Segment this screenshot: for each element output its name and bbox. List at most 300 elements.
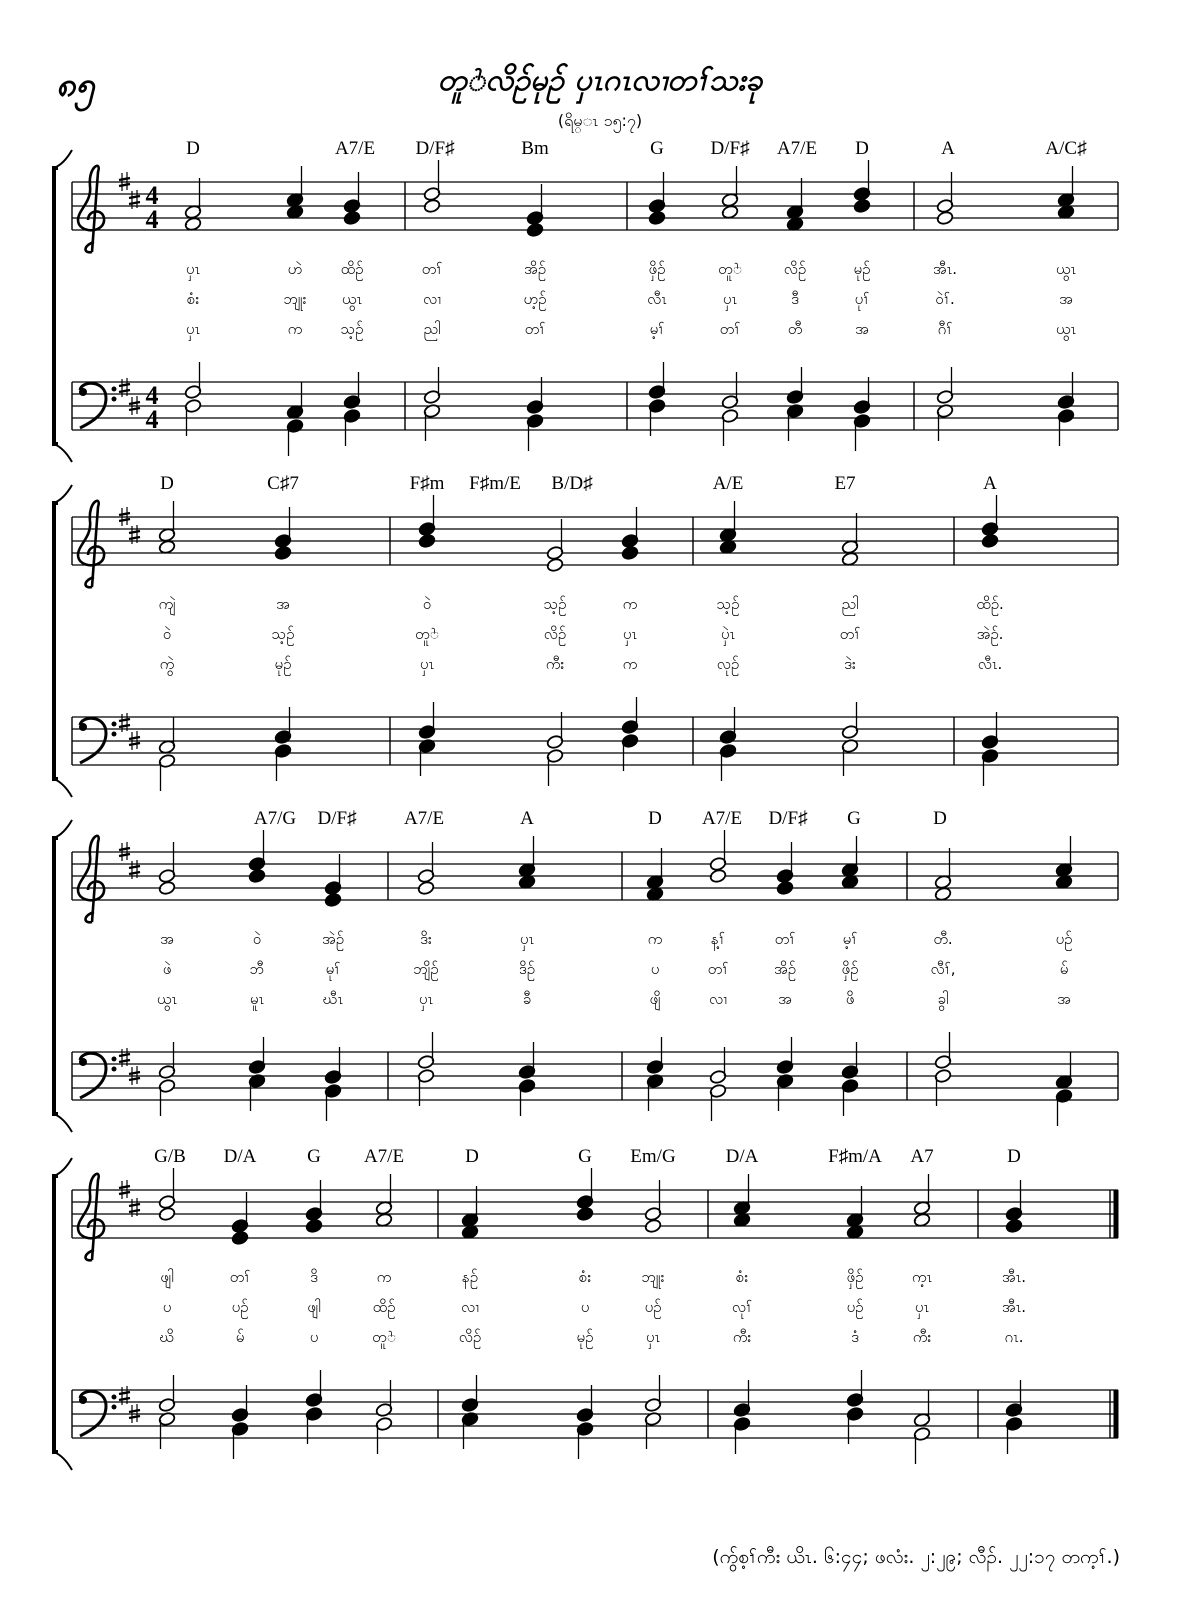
note	[621, 697, 639, 735]
chord-symbol: A7	[910, 1146, 934, 1167]
notehead	[461, 1224, 479, 1239]
lyric-syllable: ဘျုး	[641, 1268, 665, 1286]
note	[518, 836, 536, 878]
note	[733, 1380, 751, 1418]
lyric-syllable: တၢ်	[839, 625, 861, 643]
note	[786, 367, 804, 405]
lyric-syllable: တၢ်	[707, 960, 729, 978]
lyric-syllable: ပှၤ	[722, 290, 738, 308]
lyric-syllable: က	[287, 320, 303, 338]
lyric-syllable: ပ	[309, 1328, 319, 1346]
lyric-syllable: ထိဉ်.	[976, 595, 1004, 613]
notehead	[644, 1218, 662, 1233]
lyric-syllable: ပှၤ	[519, 930, 535, 948]
lyric-syllable: လီၤ	[647, 290, 667, 308]
lyric-syllable: ဟ့ဉ်	[523, 290, 547, 308]
lyric-syllable: ပ	[580, 1298, 590, 1316]
lyric-syllable: အိဉ်	[523, 260, 547, 278]
treble-clef-icon	[78, 1174, 104, 1260]
lyric-syllable: ပုၢ်	[854, 290, 870, 308]
lyric-syllable: ကီး	[732, 1328, 752, 1346]
lyric-syllable: အီၤ.	[1001, 1268, 1027, 1286]
lyric-syllable: သ့ဉ်	[340, 320, 364, 338]
lyric-syllable: ထိဉ်	[340, 260, 364, 278]
notehead	[1055, 874, 1073, 889]
note	[324, 892, 342, 907]
note	[786, 216, 804, 231]
treble-clef-icon	[78, 836, 104, 922]
note	[1057, 408, 1075, 446]
lyric-syllable: မ်	[1059, 960, 1069, 978]
time-signature-top: 4	[145, 381, 159, 410]
lyric-syllable: ဖှိဉ်	[846, 1268, 864, 1286]
note	[158, 501, 176, 543]
notehead	[846, 1224, 864, 1239]
lyric-syllable: က	[376, 1268, 392, 1286]
bass-staff	[72, 1390, 1118, 1438]
lyric-syllable: လီၢ်,	[930, 960, 956, 978]
notehead	[853, 198, 871, 213]
note	[158, 1206, 176, 1221]
chord-symbol: Em/G	[630, 1146, 676, 1167]
lyric-syllable: ဘျုး	[283, 290, 307, 308]
lyric-syllable: မုၢ်	[325, 960, 341, 978]
chord-symbol: E7	[834, 473, 856, 494]
chord-symbol: A/C♯	[1045, 138, 1087, 159]
notehead	[546, 557, 564, 572]
lyric-syllable: ခီ	[522, 990, 532, 1008]
note	[719, 707, 737, 745]
chord-symbol: A/E	[712, 473, 744, 494]
song-title: တူႝလိဉ်မုဉ် ပှၤဂၤလၢတၢ်သးခု	[437, 63, 763, 98]
note	[286, 418, 304, 456]
lyric-syllable: အ	[1059, 290, 1073, 308]
note	[648, 172, 666, 214]
note	[184, 178, 202, 220]
lyric-syllable: မ့ၢ်	[649, 320, 665, 338]
lyric-syllable: သ့ဉ်	[716, 595, 740, 613]
lyric-syllable: လီၤ.	[977, 655, 1003, 673]
note	[776, 1037, 794, 1075]
lyric-syllable: ပှၤ	[185, 320, 201, 338]
chord-symbol: B/D♯	[551, 473, 593, 494]
system-2	[54, 473, 1118, 797]
lyric-syllable: အီၤ.	[1001, 1298, 1027, 1316]
lyric-syllable: လၢ	[708, 990, 728, 1008]
note	[158, 1042, 176, 1080]
notehead	[184, 216, 202, 231]
lyric-syllable: စံး	[735, 1268, 749, 1286]
note	[1057, 372, 1075, 410]
lyric-syllable: လုၢ်	[731, 1298, 753, 1316]
lyric-syllable: ဝဲ	[162, 625, 172, 643]
bass-clef-dot	[112, 387, 117, 392]
notehead	[518, 874, 536, 889]
notehead	[375, 1212, 393, 1227]
note	[936, 367, 954, 405]
lyric-syllable: ပှၤ	[419, 655, 435, 673]
lyric-syllable: န့ၢ်	[710, 930, 726, 948]
lyric-syllable: အဲဉ်.	[976, 625, 1004, 643]
system-1	[54, 138, 1118, 462]
lyric-syllable: ဝဲၢ်.	[935, 290, 955, 308]
lyric-syllable: က	[622, 595, 638, 613]
lyric-syllable: လၢ	[422, 290, 442, 308]
notehead	[981, 533, 999, 548]
lyric-syllable: ဖိ	[845, 990, 855, 1008]
note	[158, 842, 176, 884]
note	[853, 160, 871, 202]
lyric-syllable: ဃိ	[159, 1328, 175, 1346]
bracket-hook	[54, 444, 72, 462]
lyric-syllable: ဒိ	[310, 1268, 318, 1286]
system-bracket	[54, 838, 58, 1114]
lyric-syllable: ဂၤ.	[1004, 1328, 1024, 1346]
bass-clef-dot	[112, 1405, 117, 1410]
notehead	[721, 204, 739, 219]
lyric-syllable: ယွၤ	[1055, 260, 1077, 278]
note	[981, 533, 999, 548]
note	[375, 1212, 393, 1227]
note	[158, 1411, 176, 1449]
lyric-syllable: ယွၤ	[1055, 320, 1077, 338]
lyric-syllable: ဂီၢ်	[937, 320, 953, 338]
note	[461, 1411, 479, 1449]
bracket-hook	[54, 1452, 72, 1470]
treble-clef-icon	[78, 501, 104, 587]
note	[913, 1390, 931, 1428]
notehead	[526, 222, 544, 237]
notehead	[936, 210, 954, 225]
note	[423, 160, 441, 202]
lyric-syllable: တၢ်	[774, 930, 796, 948]
lyric-syllable: ပှၤ	[418, 990, 434, 1008]
lyric-syllable: ဖျါ	[160, 1268, 174, 1286]
lyric-syllable: မူၤ	[249, 990, 265, 1008]
lyric-syllable: ဘီ	[249, 960, 265, 978]
note	[248, 1073, 266, 1111]
lyric-syllable: တီ	[787, 320, 803, 338]
note	[461, 1375, 479, 1413]
lyric-syllable: ပှၤ	[185, 260, 201, 278]
note	[1055, 1052, 1073, 1090]
lyric-syllable: အီၤ.	[932, 260, 958, 278]
note	[733, 1416, 751, 1454]
note	[248, 868, 266, 883]
note	[841, 551, 859, 566]
notehead	[158, 880, 176, 895]
note	[423, 403, 441, 441]
treble-staff	[72, 852, 1118, 900]
lyric-syllable: ယွၤ	[156, 990, 178, 1008]
chord-symbol: A7/E	[363, 1146, 405, 1167]
bass-clef-dot	[79, 1396, 87, 1404]
lyric-syllable: ပှၤ	[645, 1328, 661, 1346]
note	[776, 880, 794, 895]
lyric-syllable: အ	[855, 320, 869, 338]
lyric-syllable: ပဉ်	[231, 1298, 249, 1316]
note	[936, 172, 954, 214]
note	[934, 848, 952, 890]
note	[417, 1032, 435, 1070]
note	[841, 738, 859, 776]
notehead	[934, 886, 952, 901]
note	[461, 1186, 479, 1228]
lyric-syllable: ညါ	[423, 320, 441, 338]
lyric-syllable: တူႝ	[372, 1328, 396, 1346]
lyric-syllable: မုဉ်	[853, 260, 871, 278]
lyric-syllable: က့ၤ	[911, 1268, 933, 1286]
note	[231, 1421, 249, 1459]
notehead	[305, 1218, 323, 1233]
lyric-syllable: တၢ်	[524, 320, 546, 338]
chord-symbol: C♯7	[267, 473, 299, 494]
lyric-syllable: မုဉ်	[274, 655, 292, 673]
notehead	[158, 539, 176, 554]
note	[934, 1032, 952, 1070]
chord-symbol: D	[1007, 1146, 1021, 1167]
chord-symbol: G	[578, 1146, 592, 1167]
lyric-syllable: က	[622, 655, 638, 673]
lyric-syllable: က	[647, 930, 663, 948]
note	[786, 178, 804, 220]
lyric-syllable: တီ.	[933, 930, 953, 948]
chord-symbol: D	[933, 808, 947, 829]
note	[846, 1186, 864, 1228]
note	[621, 545, 639, 560]
note	[841, 1042, 859, 1080]
note	[1005, 1416, 1023, 1454]
lyric-syllable: မ်	[235, 1328, 245, 1346]
lyric-syllable: အ	[160, 930, 174, 948]
notehead	[286, 204, 304, 219]
note	[841, 1078, 859, 1116]
note	[646, 1073, 664, 1111]
note	[343, 210, 361, 225]
system-bracket	[54, 503, 58, 779]
bracket-hook	[54, 1114, 72, 1132]
lyric-syllable: အဲဉ်	[321, 930, 345, 948]
bass-staff	[72, 1052, 1118, 1100]
note	[776, 842, 794, 884]
note	[526, 222, 544, 237]
bracket-hook	[54, 779, 72, 797]
note	[375, 1380, 393, 1418]
lyric-syllable: တူႝ	[415, 625, 439, 643]
lyric-syllable: လိဉ်	[783, 260, 807, 278]
lyric-syllable: ပှၤ	[914, 1298, 930, 1316]
note	[841, 513, 859, 555]
note	[576, 1421, 594, 1459]
note	[158, 1375, 176, 1413]
lyric-syllable: ညါ	[841, 595, 859, 613]
lyric-syllable: လုဉ်	[716, 655, 740, 673]
note	[721, 408, 739, 446]
note	[274, 507, 292, 549]
lyric-syllable: ပဉ်	[644, 1298, 662, 1316]
lyric-syllable: နဉ်	[461, 1268, 479, 1286]
note	[418, 702, 436, 740]
lyric-syllable: သ့ဉ်	[271, 625, 295, 643]
note	[526, 184, 544, 226]
notehead	[776, 880, 794, 895]
bass-staff	[72, 717, 1118, 765]
note	[158, 717, 176, 755]
lyric-syllable: ဝဲ	[422, 595, 432, 613]
time-signature-bottom: 4	[145, 205, 159, 234]
chord-symbol: D/F♯	[317, 808, 357, 829]
note	[646, 848, 664, 890]
bass-clef-dot	[112, 1057, 117, 1062]
cross-reference: (ကွ်စ့ၢ်ကီး ယိၤ. ၆:၄၄; ဖလံး. ၂:၂၉; လီၣ်. ၂၂:၁၇ တက့ၢ်.)	[712, 1546, 1120, 1568]
chord-symbol: F♯m	[409, 473, 445, 494]
lyric-syllable: မ့ၢ်	[842, 930, 858, 948]
note	[158, 753, 176, 791]
chord-symbol: A7/G	[253, 808, 297, 829]
notehead	[786, 216, 804, 231]
lyric-syllable: အိဉ်	[773, 960, 797, 978]
note	[621, 507, 639, 549]
note	[418, 495, 436, 537]
chord-symbol: D/F♯	[710, 138, 750, 159]
bracket-hook	[54, 150, 72, 168]
note	[343, 372, 361, 410]
chord-symbol: A7/E	[776, 138, 818, 159]
note	[417, 880, 435, 895]
note	[158, 539, 176, 554]
note	[248, 1037, 266, 1075]
notehead	[1005, 1218, 1023, 1233]
note	[981, 748, 999, 786]
note	[418, 738, 436, 776]
note	[274, 707, 292, 745]
notehead	[343, 210, 361, 225]
note	[936, 403, 954, 441]
note	[719, 501, 737, 543]
chord-symbol: G/B	[154, 1146, 186, 1167]
lyric-syllable: ဖှိဉ်	[648, 260, 666, 278]
time-signature-top: 4	[145, 181, 159, 210]
chord-symbol: G	[650, 138, 664, 159]
lyric-syllable: စံး	[578, 1268, 592, 1286]
chord-symbol: F♯m/E	[469, 473, 521, 494]
note	[274, 545, 292, 560]
chord-symbol: Bm	[521, 138, 549, 159]
system-4	[54, 1146, 1118, 1470]
lyric-syllable: ဖျိ	[649, 990, 661, 1008]
note	[423, 367, 441, 405]
note	[1055, 1088, 1073, 1126]
notehead	[158, 1206, 176, 1221]
note	[648, 362, 666, 400]
note	[231, 1192, 249, 1234]
notehead	[274, 545, 292, 560]
note	[248, 830, 266, 872]
lyric-syllable: ဒဲး	[844, 655, 856, 673]
chord-symbol: G	[847, 808, 861, 829]
system-bracket	[54, 168, 58, 444]
note	[841, 836, 859, 878]
lyric-syllable: ဘျိဉ်	[413, 960, 439, 978]
bracket-hook	[54, 820, 72, 838]
note	[461, 1224, 479, 1239]
note	[576, 1168, 594, 1210]
page-number: ၈၅	[56, 65, 95, 105]
lyric-syllable: ဒီ	[791, 290, 799, 308]
system-3	[54, 808, 1118, 1132]
note	[375, 1416, 393, 1454]
lyric-syllable: တၢ်	[229, 1268, 251, 1286]
note	[648, 210, 666, 225]
note	[231, 1230, 249, 1245]
note	[418, 533, 436, 548]
notehead	[324, 892, 342, 907]
note	[644, 1180, 662, 1222]
note	[709, 1083, 727, 1121]
note	[286, 166, 304, 208]
bass-clef-dot	[79, 723, 87, 731]
chord-symbol: A7/E	[334, 138, 376, 159]
lyric-syllable: ထိဉ်	[372, 1298, 396, 1316]
note	[1005, 1218, 1023, 1233]
note	[644, 1375, 662, 1413]
bass-clef-dot	[112, 1067, 117, 1072]
notehead	[646, 886, 664, 901]
bracket-hook	[54, 1158, 72, 1176]
lyric-syllable: ဖဲ	[162, 960, 172, 978]
note	[343, 172, 361, 214]
lyric-syllable: ကီး	[912, 1328, 932, 1346]
note	[709, 830, 727, 872]
note	[324, 854, 342, 896]
note	[417, 842, 435, 884]
scripture-reference: (ရိမ္ၤ ၁၅:၇)	[557, 111, 643, 130]
note	[709, 868, 727, 883]
notehead	[417, 880, 435, 895]
note	[158, 1168, 176, 1210]
note	[158, 1078, 176, 1116]
lyric-syllable: မုဉ်	[576, 1328, 594, 1346]
note	[721, 166, 739, 208]
note	[776, 1073, 794, 1111]
lyric-syllable: ပှဲၤ	[720, 625, 736, 643]
note	[423, 198, 441, 213]
note	[184, 216, 202, 231]
bass-clef-dot	[112, 722, 117, 727]
note	[719, 743, 737, 781]
note	[526, 413, 544, 451]
notehead	[1057, 204, 1075, 219]
note	[184, 362, 202, 400]
bass-clef-dot	[79, 388, 87, 396]
lyric-syllable: ပဉ်	[1055, 930, 1073, 948]
lyric-syllable: အ	[276, 595, 290, 613]
note	[518, 1042, 536, 1080]
lyric-syllable: ပ	[162, 1298, 172, 1316]
note	[646, 886, 664, 901]
note	[1055, 874, 1073, 889]
treble-clef-icon	[78, 166, 104, 252]
note	[719, 539, 737, 554]
note	[644, 1411, 662, 1449]
notehead	[841, 874, 859, 889]
lyric-syllable: တၢ်	[421, 260, 443, 278]
lyric-syllable: လိဉ်	[543, 625, 567, 643]
notehead	[841, 551, 859, 566]
system-bracket	[54, 1176, 58, 1452]
chord-symbol: D/F♯	[768, 808, 808, 829]
lyric-syllable: ဖျါ	[307, 1298, 321, 1316]
